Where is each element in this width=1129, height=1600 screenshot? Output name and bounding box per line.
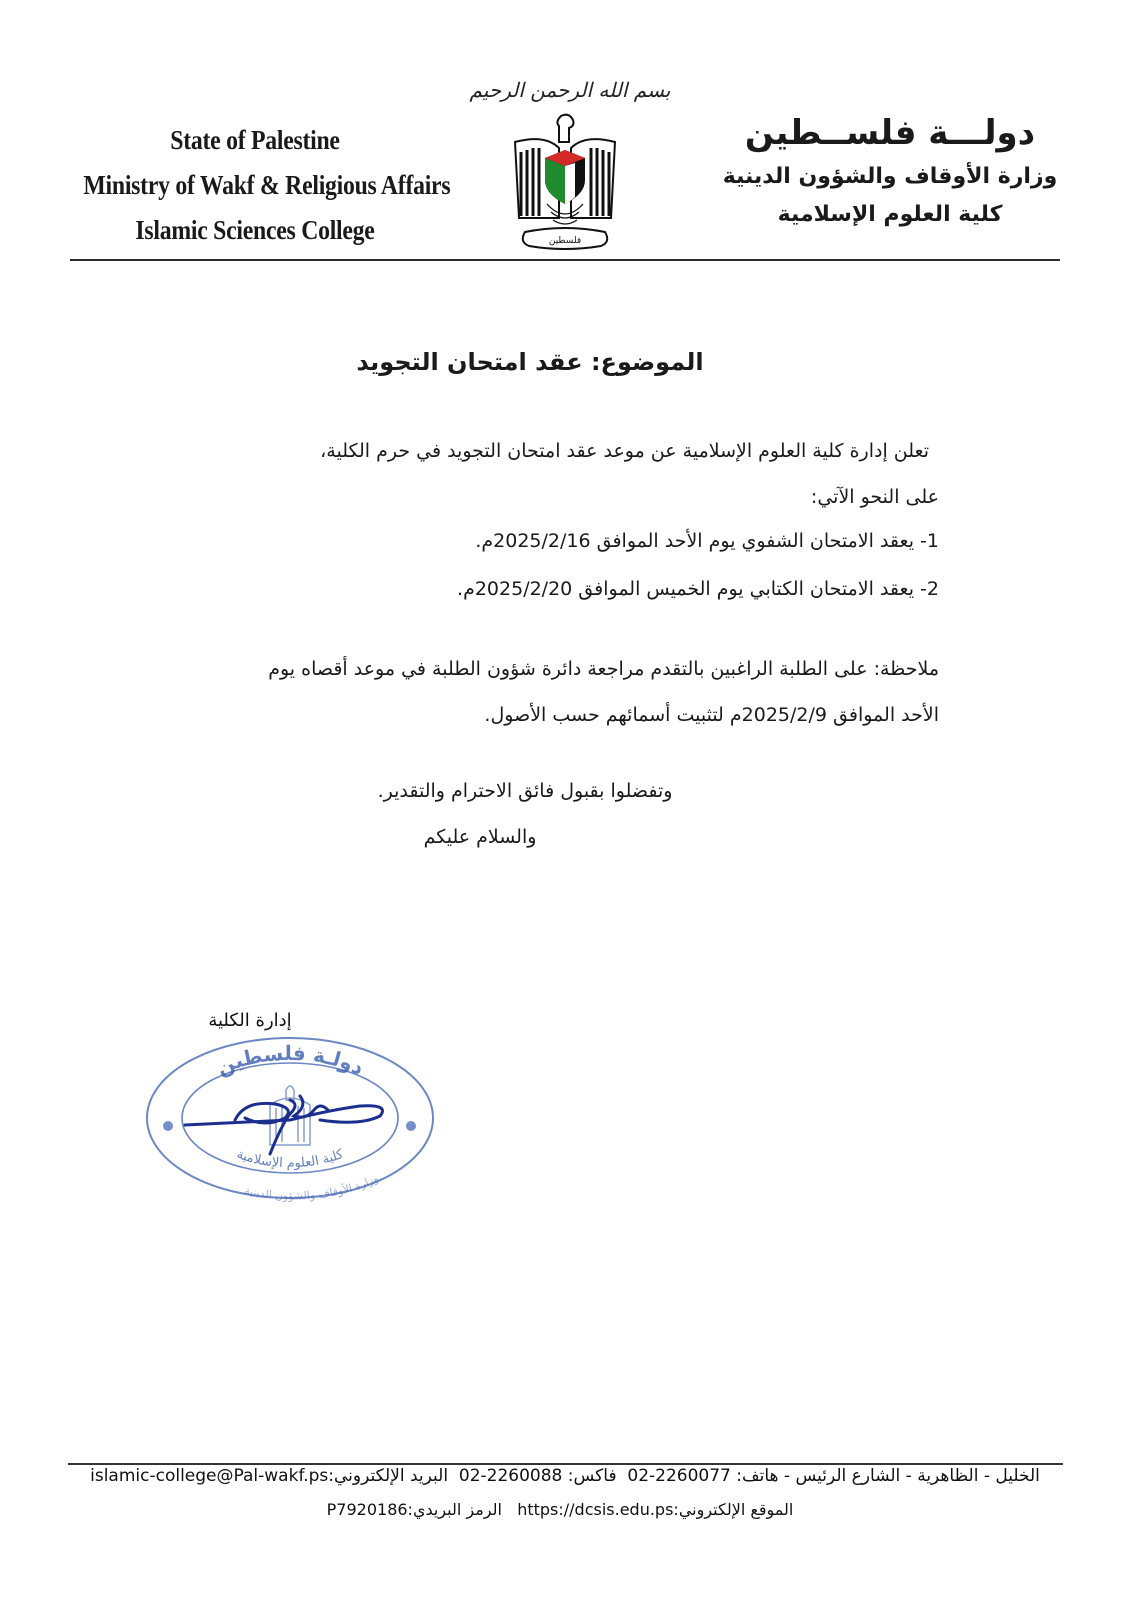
official-stamp-seal xyxy=(140,1030,440,1205)
exam-item-1 xyxy=(139,526,939,556)
english-college-name: Islamic Sciences College xyxy=(135,215,375,245)
arabic-college-name: كلية العلوم الإسلامية xyxy=(777,202,1003,227)
footer-postal-label: الرمز البريدي: xyxy=(407,1500,502,1519)
intro-line-1: تعلن إدارة كلية العلوم الإسلامية عن موعد عقد امتحان التجويد في حرم الكلية، xyxy=(320,440,929,462)
footer-address: الخليل - الظاهرية - الشارع الرئيس xyxy=(795,1466,1040,1486)
svg-text:كلية العلوم الإسلامية xyxy=(235,1147,347,1172)
svg-text:وزارة الأوقاف والشؤون الدينية xyxy=(243,1172,380,1203)
letter-subject: الموضوع: عقد امتحان التجويد xyxy=(356,348,704,376)
closing-salutation: والسلام عليكم xyxy=(423,826,537,848)
header-divider xyxy=(70,259,1060,261)
emblem-scroll-text: فلسطين xyxy=(548,236,582,246)
stamp-star-icon xyxy=(163,1121,416,1131)
exam-item-1-number: 1- xyxy=(920,530,939,552)
english-letterhead xyxy=(60,118,450,253)
intro-line-2: على النحو الآتي: xyxy=(810,486,939,508)
footer-phone-label: هاتف: xyxy=(736,1466,779,1486)
exam-item-2 xyxy=(139,574,939,604)
arabic-letterhead xyxy=(720,108,1060,234)
footer-fax: 02-2260088 xyxy=(458,1466,563,1486)
footer-email-label: البريد الإلكتروني: xyxy=(328,1466,449,1486)
footer-website-label: الموقع الإلكتروني: xyxy=(673,1500,794,1519)
footer-web-line xyxy=(260,1500,860,1519)
footer-website[interactable]: https://dcsis.edu.ps xyxy=(517,1500,674,1519)
english-ministry-name: Ministry of Wakf & Religious Affairs xyxy=(83,170,451,200)
footer-email[interactable]: islamic-college@Pal-wakf.ps xyxy=(90,1466,329,1486)
footer-contact-line: الخليل - الظاهرية - الشارع الرئيس - هاتف: 02-2260077 فاكس: 02-2260088 البريد الإلكتروني:islamic-college@Pal-wakf.ps xyxy=(90,1466,1040,1486)
note-line-2: الأحد الموافق 2025/2/9م لتثبيت أسمائهم حسب الأصول. xyxy=(484,704,939,726)
bismillah-calligraphy: بسم الله الرحمن الرحيم xyxy=(469,78,671,102)
signatory-label: إدارة الكلية xyxy=(208,1010,292,1031)
stamp-top-text: دولـة فلسطين xyxy=(212,1040,368,1080)
footer-phone: 02-2260077 xyxy=(627,1466,731,1486)
stamp-bottom-text: كلية العلوم الإسلامية xyxy=(234,1146,346,1172)
closing-regards: وتفضلوا بقبول فائق الاحترام والتقدير. xyxy=(377,780,673,802)
footer-fax-label: فاكس: xyxy=(567,1466,617,1486)
svg-text:دولـة فلسطين xyxy=(213,1041,368,1080)
arabic-ministry-name: وزارة الأوقاف والشؤون الدينية xyxy=(722,164,1058,189)
note-line-1: ملاحظة: على الطلبة الراغبين بالتقدم مراجعة دائرة شؤون الطلبة في موعد أقصاه يوم xyxy=(268,658,939,680)
exam-item-1-text: يعقد الامتحان الشفوي يوم الأحد الموافق 2025/2/16م. xyxy=(475,530,914,552)
footer-postal-code: P7920186 xyxy=(326,1500,408,1519)
english-state-name: State of Palestine xyxy=(170,125,340,155)
exam-item-2-number: 2- xyxy=(920,578,939,600)
footer-divider xyxy=(68,1463,1063,1465)
palestine-eagle-emblem-icon xyxy=(505,108,625,258)
exam-item-2-text: يعقد الامتحان الكتابي يوم الخميس الموافق 2025/2/20م. xyxy=(457,578,914,600)
stamp-outer-text: وزارة الأوقاف والشؤون الدينية xyxy=(243,1171,381,1203)
arabic-state-name: دولـــة فلســطين xyxy=(744,113,1036,153)
